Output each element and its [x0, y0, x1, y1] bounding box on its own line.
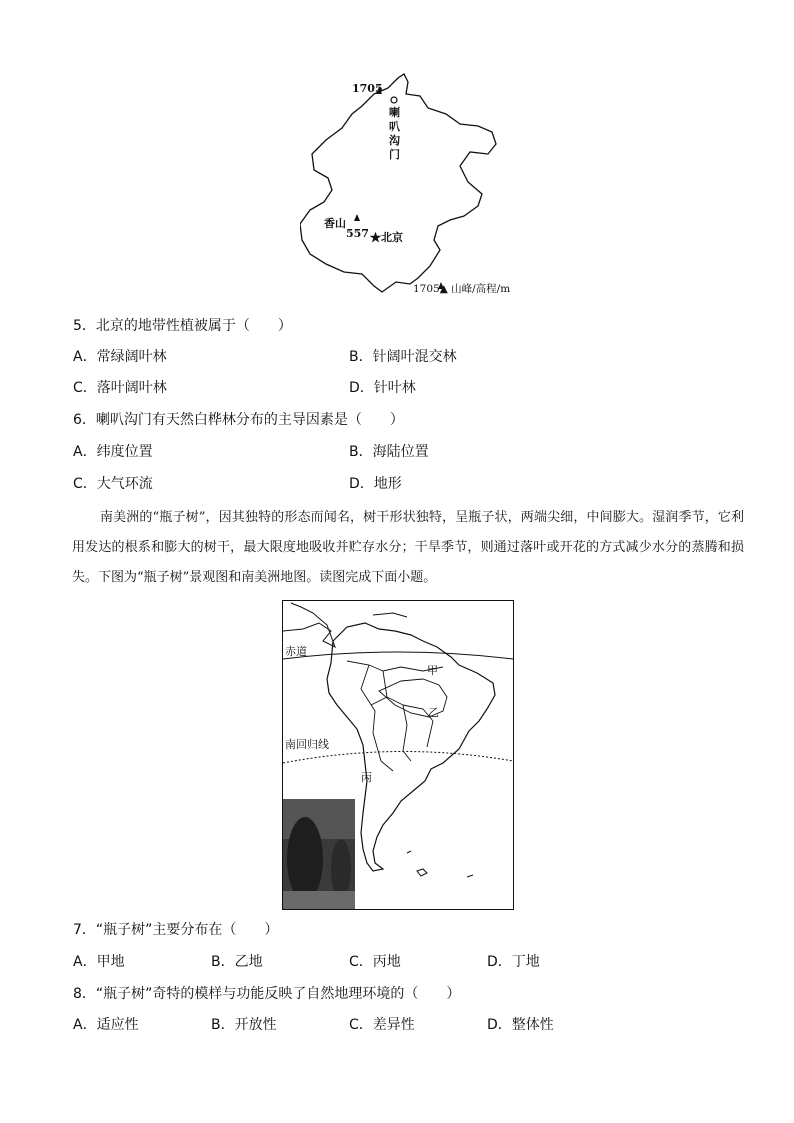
- lababgou-marker: [391, 97, 397, 103]
- q5-option-d[interactable]: D．针叶林: [349, 380, 416, 396]
- equator-label: 赤道: [285, 645, 307, 658]
- caribbean-islands: [373, 613, 407, 617]
- beijing-outline-svg: [300, 70, 530, 305]
- south-america-map: [282, 600, 514, 910]
- xiangshan-peak-marker: [354, 214, 360, 221]
- bottle-tree-trunk: [287, 817, 323, 901]
- south-georgia: [467, 875, 473, 877]
- beijing-city-label: ★北京: [370, 231, 403, 244]
- reading-passage: 南美洲的“瓶子树”，因其独特的形态而闻名，树干形状独特，呈瓶子状，两端尖细，中间膨大。湿润季节，它利用发达的根系和膨大的树干，最大限度地吸收并贮存水分；干旱季节，则通过落叶或开花的方式减少水分的蒸腾和损失。下图为“瓶子树”景观图和南美洲地图。读图完成下面小题。: [72, 510, 744, 585]
- q8-option-b[interactable]: B．开放性: [211, 1017, 277, 1033]
- q5-option-c[interactable]: C．落叶阔叶林: [73, 380, 167, 396]
- map-legend: 1705▲ 山峰/高程/m: [413, 283, 511, 295]
- q7-option-b[interactable]: B．乙地: [211, 954, 263, 970]
- q6-option-b[interactable]: B．海陆位置: [349, 444, 429, 460]
- q8-option-a[interactable]: A．适应性: [73, 1017, 139, 1033]
- xiangshan-label: 香山: [324, 217, 346, 230]
- island-mark: [407, 851, 411, 853]
- lababgou-label: 喇叭沟门: [389, 106, 400, 161]
- q6-option-c[interactable]: C．大气环流: [73, 476, 153, 492]
- q7-option-a[interactable]: A．甲地: [73, 954, 125, 970]
- question-8-stem: 8．“瓶子树”奇特的模样与功能反映了自然地理环境的（ ）: [73, 986, 461, 1002]
- location-bing: 丙: [361, 771, 372, 784]
- tropic-line: [283, 751, 513, 763]
- q7-option-d[interactable]: D．丁地: [487, 954, 540, 970]
- q8-option-d[interactable]: D．整体性: [487, 1017, 554, 1033]
- location-jia: 甲: [427, 664, 438, 677]
- question-5-stem: 5．北京的地带性植被属于（ ）: [73, 318, 292, 334]
- q5-option-b[interactable]: B．针阔叶混交林: [349, 349, 457, 365]
- q6-option-d[interactable]: D．地形: [349, 476, 402, 492]
- question-7-stem: 7．“瓶子树”主要分布在（ ）: [73, 922, 279, 938]
- q7-option-c[interactable]: C．丙地: [349, 954, 401, 970]
- xiangshan-height-label: 557: [346, 227, 369, 240]
- peak-1705-label: 1705: [352, 82, 383, 95]
- q8-option-c[interactable]: C．差异性: [349, 1017, 415, 1033]
- location-yi: 乙: [428, 706, 439, 719]
- q5-option-a[interactable]: A．常绿阔叶林: [73, 349, 167, 365]
- tropic-label: 南回归线: [285, 738, 329, 751]
- beijing-map: [300, 70, 530, 305]
- q6-option-a[interactable]: A．纬度位置: [73, 444, 153, 460]
- question-6-stem: 6．喇叭沟门有天然白桦林分布的主导因素是（ ）: [73, 412, 404, 428]
- equator-line: [283, 652, 513, 659]
- falkland-islands: [417, 869, 427, 876]
- central-america-outline: [283, 603, 335, 647]
- south-america-svg: [283, 601, 513, 909]
